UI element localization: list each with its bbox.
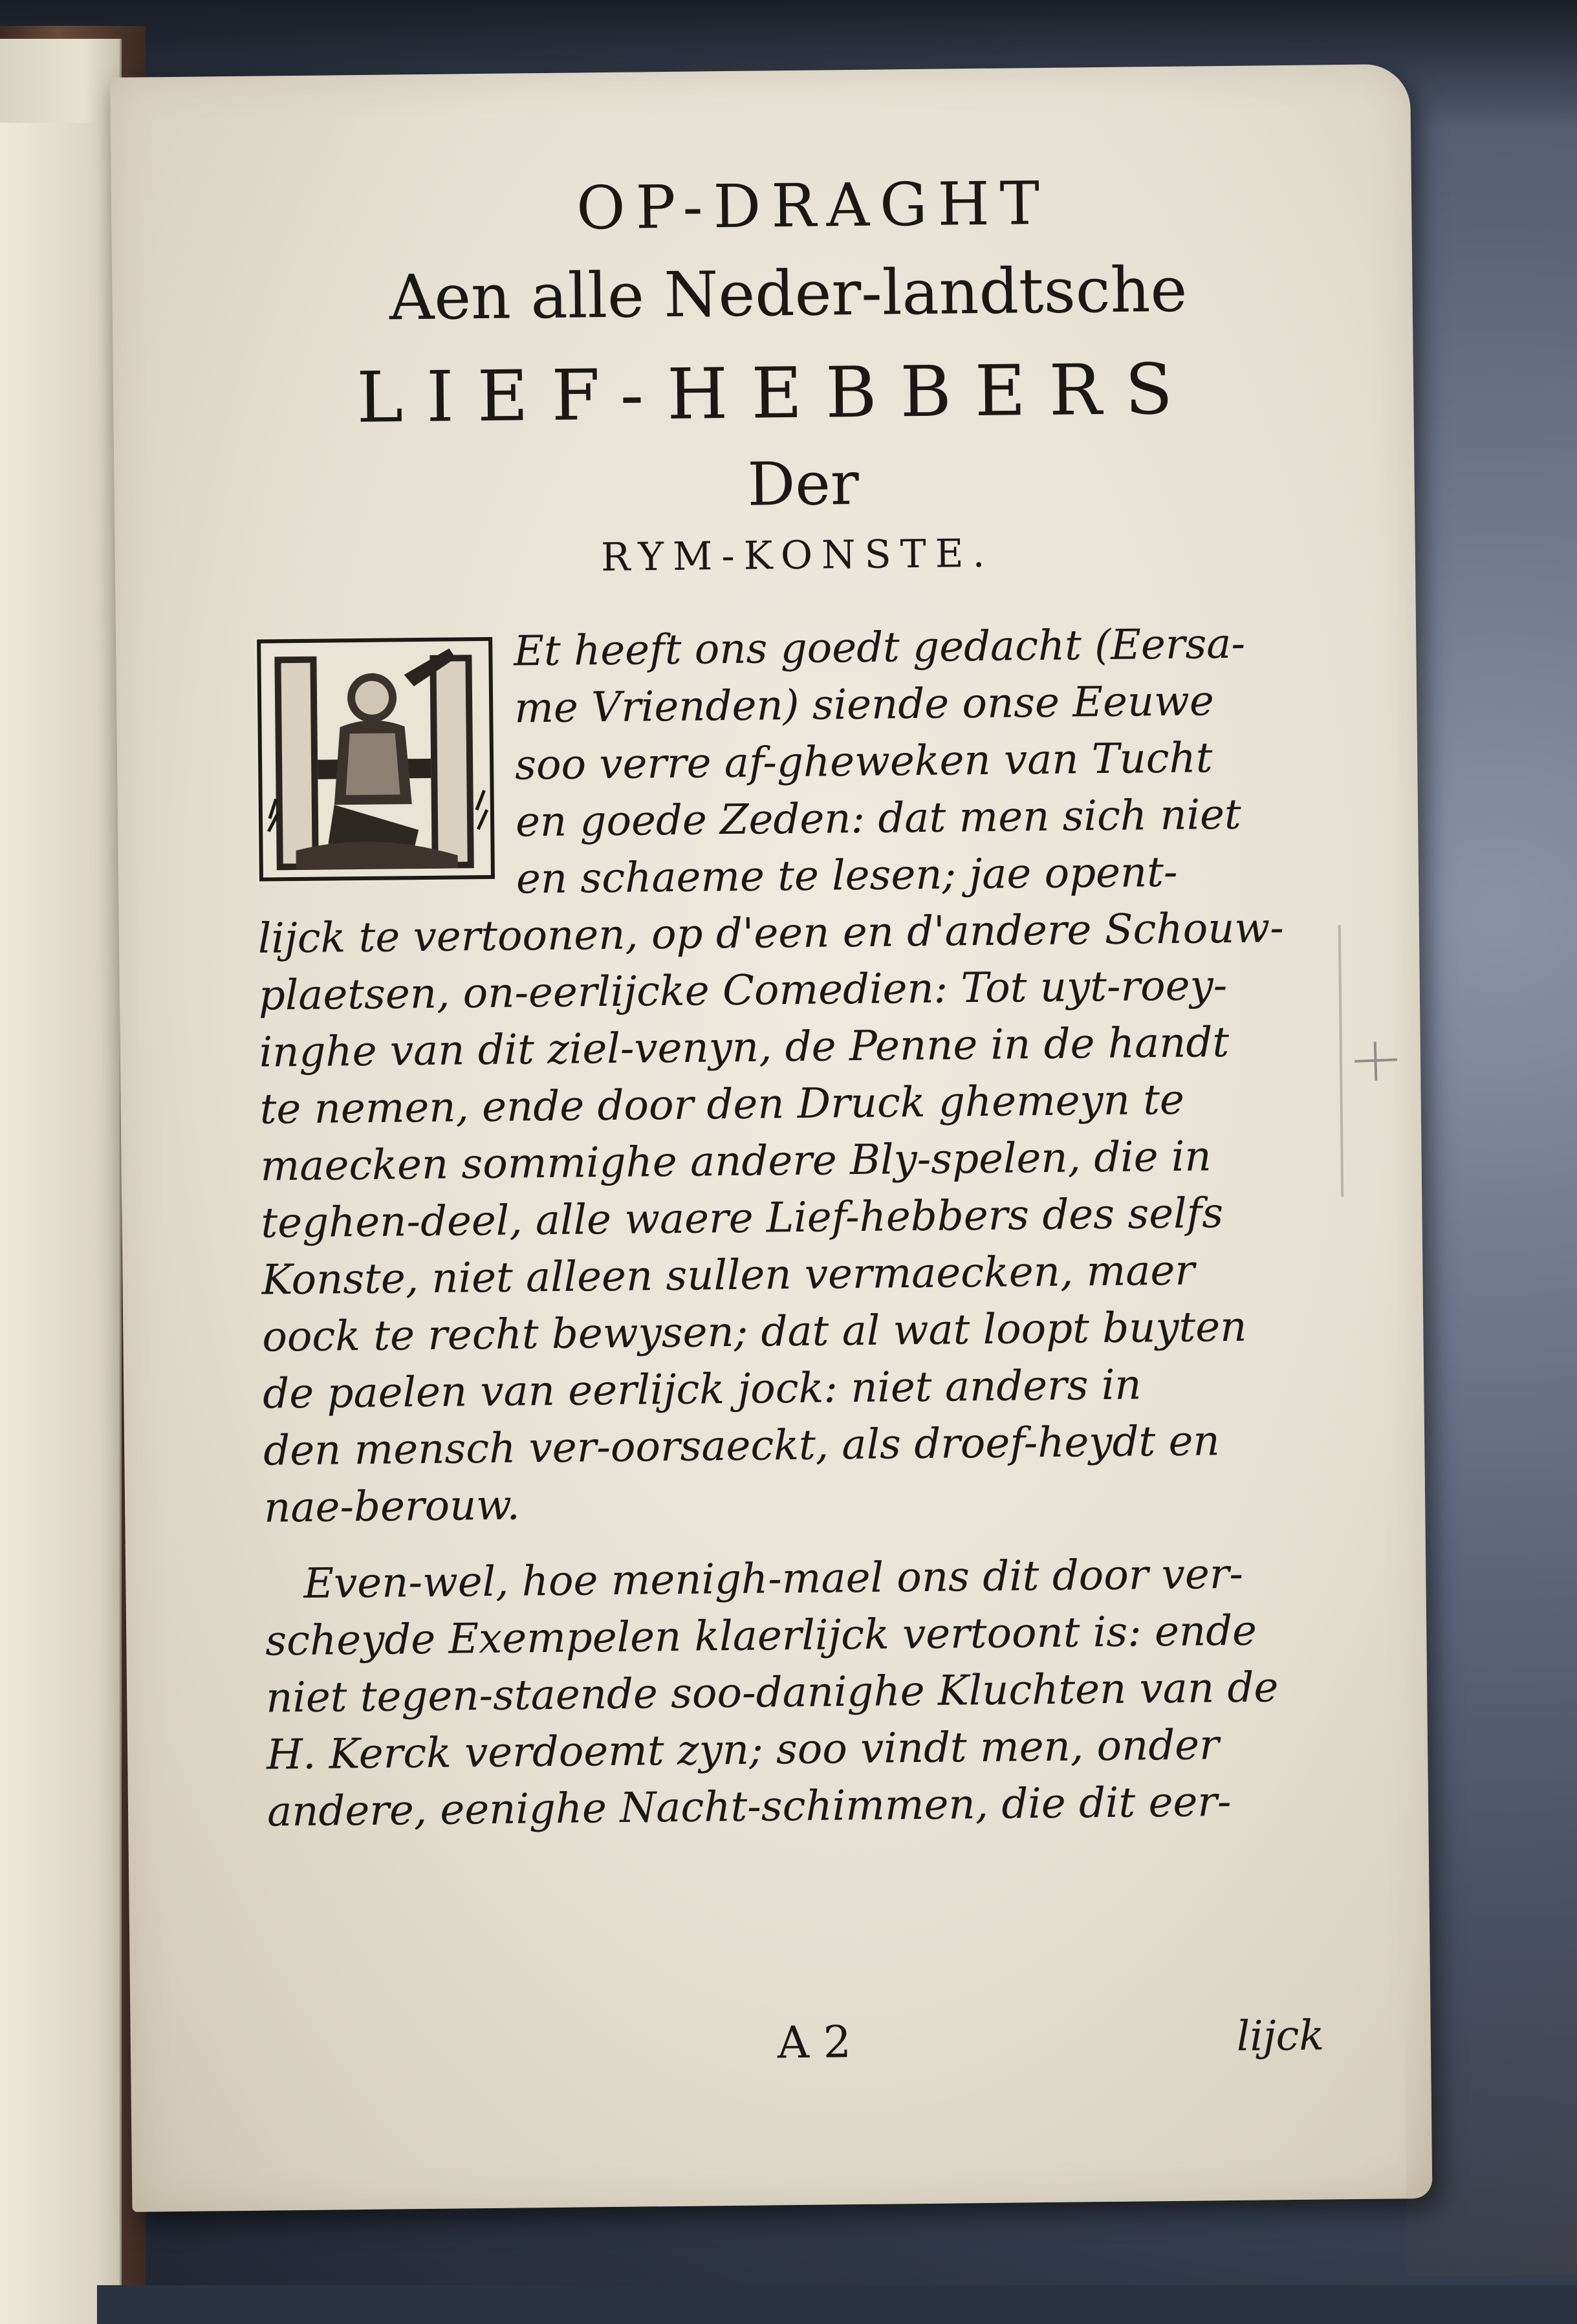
body-line-12: Konste, niet alleen sullen vermaecken, maer xyxy=(261,1246,1195,1305)
page-text xyxy=(250,162,1316,1841)
body-line-15: den mensch ver-oorsaeckt, als droef-heydt en xyxy=(263,1417,1220,1475)
body-line-6: lijck te vertoonen, op d'een en d'andere Schouw- xyxy=(257,904,1285,963)
body-line-10: maecken sommighe andere Bly-spelen, die in xyxy=(260,1133,1212,1191)
pencil-margin-line xyxy=(1338,925,1343,1197)
woodcut-initial-letter xyxy=(255,635,497,884)
heading-line-4: Der xyxy=(746,448,860,519)
heading-line-1: OP-DRAGHT xyxy=(576,168,1050,243)
para2-line-5: andere, eenighe Nacht-schimmen, die dit eer- xyxy=(266,1777,1232,1836)
body-line-2: me Vrienden) siende onse Eeuwe xyxy=(514,677,1215,733)
heading-line-3: LIEF-HEBBERS xyxy=(356,349,1197,439)
body-line-5: en schaeme te lesen; jae opent- xyxy=(516,848,1178,904)
para2-line-4: H. Kerck verdoemt zyn; soo vindt men, onder xyxy=(266,1721,1220,1779)
body-line-3: soo verre af-gheweken van Tucht xyxy=(514,734,1213,790)
paragraph-2 xyxy=(265,1545,1316,1841)
body-line-14: de paelen van eerlijck jock: niet anders in xyxy=(262,1361,1142,1418)
heading-line-5: RYM-KONSTE. xyxy=(600,530,994,581)
body-line-1: Et heeft ons goedt gedacht (Eersa- xyxy=(513,620,1246,676)
left-facing-page xyxy=(0,39,122,2285)
body-text xyxy=(255,615,1316,1841)
body-line-8: inghe van dit ziel-venyn, de Penne in de handt xyxy=(259,1018,1230,1077)
signature-mark: A 2 xyxy=(777,2017,852,2069)
body-line-16: nae-berouw. xyxy=(263,1481,521,1532)
catchword: lijck xyxy=(1236,2012,1325,2061)
woodcut-h-icon xyxy=(255,635,497,884)
para2-line-1: Even-wel, hoe menigh-mael ons dit door ver- xyxy=(303,1550,1244,1608)
body-line-9: te nemen, ende door den Druck ghemeyn te xyxy=(259,1076,1185,1134)
left-page-inner xyxy=(0,123,97,2324)
pencil-cross-annotation xyxy=(1349,1037,1402,1083)
para2-line-2: scheyde Exempelen klaerlijck vertoont is: ende xyxy=(265,1607,1257,1666)
page-corner-shade xyxy=(1404,1937,1577,2276)
cross-icon xyxy=(1349,1037,1402,1083)
body-line-4: en goede Zeden: dat men sich niet xyxy=(515,790,1242,847)
body-line-13: oock te recht bewysen; dat al wat loopt buyten xyxy=(262,1303,1247,1362)
book-page xyxy=(110,64,1432,2212)
heading-line-2: Aen alle Neder-landtsche xyxy=(389,253,1188,334)
para2-line-3: niet tegen-staende soo-danighe Kluchten van de xyxy=(265,1664,1279,1722)
body-line-11: teghen-deel, alle waere Lief-hebbers des selfs xyxy=(261,1189,1224,1248)
body-line-7: plaetsen, on-eerlijcke Comedien: Tot uyt-roey- xyxy=(258,961,1228,1020)
